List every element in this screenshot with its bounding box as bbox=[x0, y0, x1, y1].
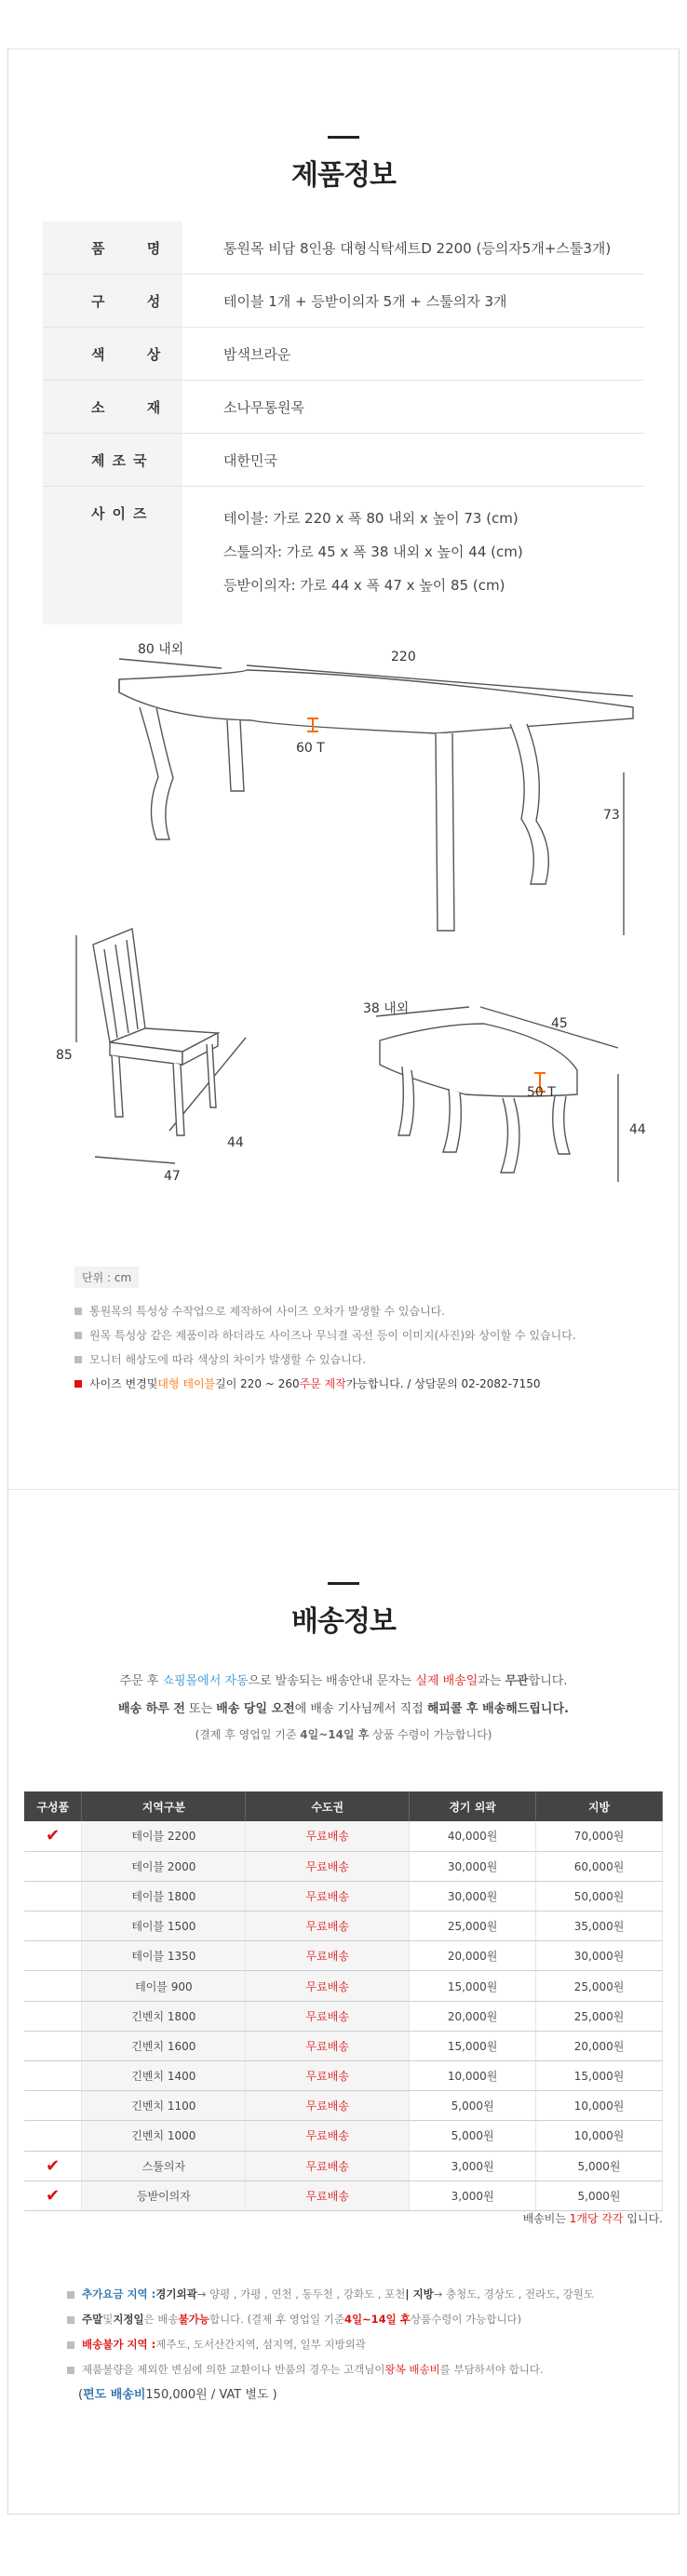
chair-width-label: 47 bbox=[164, 1169, 181, 1184]
local-fee: 30,000원 bbox=[536, 1941, 663, 1971]
local-fee: 10,000원 bbox=[536, 2091, 663, 2121]
dimension-diagram bbox=[0, 614, 687, 1284]
delivery-info-title: 배송정보 bbox=[291, 1605, 396, 1638]
bullet-icon bbox=[67, 2367, 74, 2374]
info-label: 색 상 bbox=[43, 328, 182, 380]
item-name: 긴벤치 1800 bbox=[82, 2001, 246, 2031]
size-chair: 등받이의자: 가로 44 x 폭 47 x 높이 85 (cm) bbox=[223, 577, 505, 594]
check-icon: ✔ bbox=[24, 2180, 82, 2210]
size-stool: 스툴의자: 가로 45 x 폭 38 내외 x 높이 44 (cm) bbox=[223, 543, 523, 560]
item-name: 긴벤치 1400 bbox=[82, 2061, 246, 2091]
stool-drawing bbox=[376, 1007, 618, 1182]
info-row-material bbox=[43, 381, 644, 434]
info-label: 사이즈 bbox=[43, 487, 182, 624]
chair-drawing bbox=[76, 929, 246, 1163]
table-row bbox=[24, 2061, 663, 2091]
info-value: 테이블 1개 + 등받이의자 5개 + 스툴의자 3개 bbox=[223, 292, 507, 310]
metro-fee: 무료배송 bbox=[246, 2031, 410, 2060]
stool-width-label: 38 내외 bbox=[363, 1001, 410, 1016]
check-icon bbox=[24, 2121, 82, 2151]
item-name: 테이블 1800 bbox=[82, 1881, 246, 1911]
check-icon bbox=[24, 1912, 82, 1941]
title-bar bbox=[328, 136, 359, 139]
table-row bbox=[24, 2031, 663, 2060]
outer-fee: 10,000원 bbox=[410, 2061, 536, 2091]
item-name: 테이블 1500 bbox=[82, 1912, 246, 1941]
info-row-origin bbox=[43, 434, 644, 487]
local-fee: 70,000원 bbox=[536, 1821, 663, 1851]
check-icon: ✔ bbox=[24, 2151, 82, 2180]
local-fee: 5,000원 bbox=[536, 2180, 663, 2210]
bullet-icon bbox=[74, 1380, 82, 1388]
info-row-composition bbox=[43, 275, 644, 328]
outer-fee: 15,000원 bbox=[410, 2031, 536, 2060]
info-value: 밤색브라운 bbox=[223, 345, 291, 363]
note-item: 모니터 해상도에 따라 색상의 차이가 발생할 수 있습니다. bbox=[74, 1348, 633, 1372]
table-row bbox=[24, 2001, 663, 2031]
info-label: 소 재 bbox=[43, 381, 182, 433]
bullet-icon bbox=[74, 1308, 82, 1315]
note-one-way-fee: ( 편도 배송비 150,000원 / VAT 별도 ) bbox=[78, 2388, 277, 2402]
outer-fee: 5,000원 bbox=[410, 2121, 536, 2151]
metro-fee: 무료배송 bbox=[246, 1971, 410, 2001]
table-row bbox=[24, 2151, 663, 2180]
table-row bbox=[24, 1941, 663, 1971]
bullet-icon bbox=[74, 1332, 82, 1339]
local-fee: 25,000원 bbox=[536, 1971, 663, 2001]
check-icon bbox=[24, 1881, 82, 1911]
table-row bbox=[24, 1881, 663, 1911]
check-icon bbox=[24, 2001, 82, 2031]
bullet-icon bbox=[67, 2341, 74, 2349]
delivery-line-2: 배송 하루 전 또는 배송 당일 오전에 배송 기사님께서 직접 해피콜 후 배송해드립니다. bbox=[118, 1702, 569, 1716]
outer-fee: 20,000원 bbox=[410, 2001, 536, 2031]
col-header-local: 지방 bbox=[536, 1791, 663, 1821]
table-row bbox=[24, 2091, 663, 2121]
metro-fee: 무료배송 bbox=[246, 1881, 410, 1911]
metro-fee: 무료배송 bbox=[246, 2001, 410, 2031]
check-icon bbox=[24, 1851, 82, 1881]
stool-length-label: 45 bbox=[551, 1016, 568, 1031]
metro-fee: 무료배송 bbox=[246, 1851, 410, 1881]
table-width-label: 80 내외 bbox=[138, 642, 184, 657]
check-icon: ✔ bbox=[24, 1821, 82, 1851]
unit-label: 단위 : cm bbox=[74, 1267, 139, 1288]
shipping-fee-table bbox=[24, 1791, 663, 2211]
stool-top-label: 50 T bbox=[527, 1085, 556, 1100]
local-fee: 20,000원 bbox=[536, 2031, 663, 2060]
item-name: 긴벤치 1100 bbox=[82, 2091, 246, 2121]
stool-height-label: 44 bbox=[629, 1122, 646, 1137]
metro-fee: 무료배송 bbox=[246, 1821, 410, 1851]
col-header-item: 구성품 bbox=[24, 1791, 82, 1821]
table-row bbox=[24, 2180, 663, 2210]
check-icon bbox=[24, 2091, 82, 2121]
metro-fee: 무료배송 bbox=[246, 2091, 410, 2121]
delivery-info-heading bbox=[0, 1582, 687, 1639]
table-header-row bbox=[24, 1791, 663, 1821]
info-row-name bbox=[43, 221, 644, 275]
outer-fee: 5,000원 bbox=[410, 2091, 536, 2121]
table-drawing bbox=[119, 659, 633, 935]
local-fee: 35,000원 bbox=[536, 1912, 663, 1941]
col-header-outer: 경기 외곽 bbox=[410, 1791, 536, 1821]
item-name: 긴벤치 1600 bbox=[82, 2031, 246, 2060]
table-row bbox=[24, 1851, 663, 1881]
info-row-size bbox=[43, 487, 644, 624]
outer-fee: 30,000원 bbox=[410, 1851, 536, 1881]
product-info-table bbox=[43, 221, 644, 624]
bullet-icon bbox=[67, 2316, 74, 2324]
item-name: 테이블 2200 bbox=[82, 1821, 246, 1851]
check-icon bbox=[24, 2061, 82, 2091]
local-fee: 10,000원 bbox=[536, 2121, 663, 2151]
metro-fee: 무료배송 bbox=[246, 1912, 410, 1941]
product-info-title: 제품정보 bbox=[291, 159, 396, 192]
check-icon bbox=[24, 2031, 82, 2060]
table-top-label: 60 T bbox=[296, 741, 325, 756]
note-item: 통원목의 특성상 수작업으로 제작하여 사이즈 오차가 발생할 수 있습니다. bbox=[74, 1299, 633, 1323]
info-label: 품 명 bbox=[43, 221, 182, 274]
note-item-custom-order: 사이즈 변경 및 대형 테이블 길이 220 ~ 260 주문 제작 가능합니다. / 상담문의 02-2082-7150 bbox=[74, 1372, 633, 1396]
title-bar bbox=[328, 1582, 359, 1585]
outer-fee: 15,000원 bbox=[410, 1971, 536, 2001]
info-value: 통원목 비담 8인용 대형식탁세트D 2200 (등의자5개+스툴3개) bbox=[223, 239, 612, 257]
local-fee: 25,000원 bbox=[536, 2001, 663, 2031]
table-length-label: 220 bbox=[391, 650, 416, 664]
local-fee: 15,000원 bbox=[536, 2061, 663, 2091]
check-icon bbox=[24, 1971, 82, 2001]
bullet-icon bbox=[74, 1356, 82, 1363]
local-fee: 50,000원 bbox=[536, 1881, 663, 1911]
note-extra-fee-region: 추가요금 지역 : 경기외곽 → 양평 , 가평 , 연천 , 동두천 , 강화도 , 포천 | 지방 → 충청도, 경상도 , 전라도, 강원도 bbox=[67, 2282, 663, 2307]
chair-height-label: 85 bbox=[56, 1048, 73, 1063]
table-row bbox=[24, 1912, 663, 1941]
metro-fee: 무료배송 bbox=[246, 2121, 410, 2151]
outer-fee: 3,000원 bbox=[410, 2180, 536, 2210]
info-label: 구 성 bbox=[43, 275, 182, 327]
outer-fee: 3,000원 bbox=[410, 2151, 536, 2180]
outer-fee: 30,000원 bbox=[410, 1881, 536, 1911]
item-name: 테이블 2000 bbox=[82, 1851, 246, 1881]
shipping-fee-note: 배송비는 1개당 각각 입니다. bbox=[522, 2212, 663, 2225]
metro-fee: 무료배송 bbox=[246, 1941, 410, 1971]
metro-fee: 무료배송 bbox=[246, 2180, 410, 2210]
metro-fee: 무료배송 bbox=[246, 2061, 410, 2091]
info-value: 대한민국 bbox=[223, 451, 277, 469]
local-fee: 5,000원 bbox=[536, 2151, 663, 2180]
product-info-heading bbox=[0, 136, 687, 193]
info-value: 소나무통원목 bbox=[223, 398, 304, 416]
bullet-icon bbox=[67, 2291, 74, 2299]
table-row bbox=[24, 2121, 663, 2151]
size-values bbox=[182, 487, 644, 624]
table-row bbox=[24, 1971, 663, 2001]
outer-fee: 20,000원 bbox=[410, 1941, 536, 1971]
info-label: 제조국 bbox=[43, 434, 182, 486]
col-header-region: 지역구분 bbox=[82, 1791, 246, 1821]
local-fee: 60,000원 bbox=[536, 1851, 663, 1881]
table-height-label: 73 bbox=[603, 808, 620, 823]
note-return: 제품불량을 제외한 변심에 의한 교환이나 반품의 경우는 고객님이 왕복 배송비 를 부담하셔야 합니다. bbox=[67, 2357, 663, 2382]
item-name: 테이블 900 bbox=[82, 1971, 246, 2001]
info-row-color bbox=[43, 328, 644, 381]
product-notes bbox=[74, 1299, 633, 1396]
delivery-notes bbox=[67, 2282, 663, 2408]
outer-fee: 25,000원 bbox=[410, 1912, 536, 1941]
item-name: 긴벤치 1000 bbox=[82, 2121, 246, 2151]
table-row bbox=[24, 1821, 663, 1851]
item-name: 스툴의자 bbox=[82, 2151, 246, 2180]
delivery-line-3: (결제 후 영업일 기준 4일~14일 후 상품 수령이 가능합니다) bbox=[195, 1728, 492, 1741]
check-icon bbox=[24, 1941, 82, 1971]
item-name: 등받이의자 bbox=[82, 2180, 246, 2210]
note-weekend: 주말 및 지정일 은 배송 불가능 합니다. (결제 후 영업일 기준 4일~14일 후 상품수령이 가능합니다) bbox=[67, 2307, 663, 2332]
delivery-line-1: 주문 후 쇼핑몰에서 자동으로 발송되는 배송안내 문자는 실제 배송일과는 무관합니다. bbox=[119, 1674, 568, 1688]
item-name: 테이블 1350 bbox=[82, 1941, 246, 1971]
col-header-metro: 수도권 bbox=[246, 1791, 410, 1821]
note-no-delivery-region: 배송불가 지역 : 제주도, 도서산간지역, 섬지역, 일부 지방외곽 bbox=[67, 2332, 663, 2357]
size-table: 테이블: 가로 220 x 폭 80 내외 x 높이 73 (cm) bbox=[223, 510, 519, 527]
chair-depth-label: 44 bbox=[227, 1135, 244, 1150]
note-item: 원목 특성상 같은 제품이라 하더라도 사이즈나 무늬결 곡선 등이 이미지(사진)와 상이할 수 있습니다. bbox=[74, 1323, 633, 1348]
metro-fee: 무료배송 bbox=[246, 2151, 410, 2180]
outer-fee: 40,000원 bbox=[410, 1821, 536, 1851]
